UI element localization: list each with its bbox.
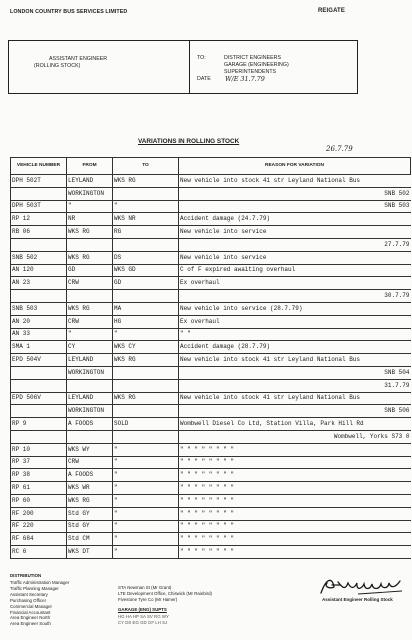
- reason-cell: Ex overhaul: [179, 277, 411, 290]
- table-row: [11, 392, 411, 405]
- memo-header-box: [8, 40, 358, 94]
- to-cell: ": [113, 533, 179, 546]
- from-cell: NR: [67, 213, 113, 226]
- to-cell: WKS RG: [113, 392, 179, 405]
- from-cell: LEYLAND: [67, 354, 113, 367]
- distribution-item: Assistant Secretary: [10, 591, 48, 597]
- vehicle-number-cell: [11, 405, 67, 418]
- from-cell: WKS RG: [67, 251, 113, 264]
- from-cell: CY: [67, 341, 113, 354]
- from-cell: WKS RG: [67, 226, 113, 239]
- table-row: [11, 315, 411, 328]
- table-row: [11, 494, 411, 507]
- distribution-item: Commercial Manager: [10, 603, 52, 609]
- to-cell: ": [113, 546, 179, 559]
- signature-image: [318, 573, 406, 599]
- from-cell: [67, 379, 113, 392]
- reason-cell: " " " " " " " ": [179, 533, 411, 546]
- from-cell: WKS WR: [67, 482, 113, 495]
- vehicle-number-cell: RC 6: [11, 546, 67, 559]
- distribution-heading: DISTRIBUTION: [10, 573, 42, 578]
- to-cell: ": [113, 469, 179, 482]
- memo-date-label: DATE: [197, 76, 211, 82]
- from-cell: WORKINGTON: [67, 405, 113, 418]
- table-row: [11, 251, 411, 264]
- column-header-from: FROM: [67, 158, 113, 175]
- from-cell: ": [67, 328, 113, 341]
- table-row: [11, 213, 411, 226]
- memo-from-subtitle: (ROLLING STOCK): [34, 63, 81, 69]
- to-cell: [113, 290, 179, 303]
- vehicle-number-cell: AN 33: [11, 328, 67, 341]
- table-row: [11, 379, 411, 392]
- from-cell: GD: [67, 264, 113, 277]
- to-cell: WKS RG: [113, 175, 179, 188]
- table-row: [11, 520, 411, 533]
- reason-cell: Accident damage (28.7.79): [179, 341, 411, 354]
- from-cell: CRW: [67, 315, 113, 328]
- reason-cell: New vehicle into stock 41 str Leyland National Bus: [179, 354, 411, 367]
- reason-cell: " " " " " " " ": [179, 507, 411, 520]
- vehicle-number-cell: [11, 187, 67, 200]
- from-cell: [67, 290, 113, 303]
- to-cell: [113, 187, 179, 200]
- variations-table: [10, 157, 411, 559]
- table-row: [11, 418, 411, 431]
- reason-cell: New vehicle into service: [179, 226, 411, 239]
- to-cell: [113, 366, 179, 379]
- garage-supts-heading: GARAGE (ENG) SUPTS: [118, 607, 167, 612]
- from-cell: Std GY: [67, 507, 113, 520]
- reason-cell: " " " " " " " ": [179, 456, 411, 469]
- vehicle-number-cell: DPH 502T: [11, 175, 67, 188]
- from-cell: [67, 430, 113, 443]
- vehicle-number-cell: SNB 503: [11, 302, 67, 315]
- from-cell: LEYLAND: [67, 392, 113, 405]
- to-cell: [113, 238, 179, 251]
- to-cell: DS: [113, 251, 179, 264]
- to-cell: GD: [113, 277, 179, 290]
- reason-continuation-cell: SNB 502: [179, 187, 411, 200]
- vehicle-number-cell: RF 200: [11, 507, 67, 520]
- to-cell: ": [113, 200, 179, 213]
- reason-cell: " " " " " " " ": [179, 482, 411, 495]
- column-header-to: TO: [113, 158, 179, 175]
- from-cell: WORKINGTON: [67, 366, 113, 379]
- vehicle-number-cell: [11, 379, 67, 392]
- reason-continuation-cell: 30.7.79: [179, 290, 411, 303]
- to-cell: ": [113, 482, 179, 495]
- table-row: [11, 507, 411, 520]
- from-cell: Std CM: [67, 533, 113, 546]
- table-row: [11, 354, 411, 367]
- from-cell: CRW: [67, 456, 113, 469]
- reason-continuation-cell: SNB 506: [179, 405, 411, 418]
- to-cell: RG: [113, 226, 179, 239]
- from-cell: WKS DT: [67, 546, 113, 559]
- table-row: [11, 546, 411, 559]
- reason-cell: New vehicle into stock 41 str Leyland National Bus: [179, 392, 411, 405]
- table-row: [11, 533, 411, 546]
- memo-date-value: W/E 31.7.79: [225, 75, 265, 83]
- to-cell: SOLD: [113, 418, 179, 431]
- vehicle-number-cell: [11, 290, 67, 303]
- to-cell: ": [113, 520, 179, 533]
- distribution-item: Traffic Administration Manager: [10, 580, 70, 585]
- from-cell: CRW: [67, 277, 113, 290]
- vehicle-number-cell: RF 220: [11, 520, 67, 533]
- reason-continuation-cell: Wombwell, Yorks S73 0: [179, 430, 411, 443]
- distribution-item: Purchasing Officer: [10, 597, 47, 603]
- reason-cell: New vehicle into stock 41 str Leyland National Bus: [179, 175, 411, 188]
- distribution-item: Financial Accountant: [10, 609, 51, 615]
- vehicle-number-cell: RF 684: [11, 533, 67, 546]
- table-row: [11, 277, 411, 290]
- table-row: [11, 430, 411, 443]
- date-heading: 26.7.79: [326, 145, 353, 153]
- to-cell: [113, 430, 179, 443]
- table-row: [11, 366, 411, 379]
- from-cell: WKS RG: [67, 302, 113, 315]
- table-row: [11, 482, 411, 495]
- to-cell: WKS NR: [113, 213, 179, 226]
- table-row: [11, 302, 411, 315]
- to-cell: ": [113, 443, 179, 456]
- table-row: [11, 238, 411, 251]
- distribution-item: Area Engineer North: [10, 615, 51, 621]
- table-row: [11, 187, 411, 200]
- from-cell: WKS WY: [67, 443, 113, 456]
- vehicle-number-cell: DPH 503T: [11, 200, 67, 213]
- reason-cell: New vehicle into service: [179, 251, 411, 264]
- from-cell: LEYLAND: [67, 175, 113, 188]
- reason-cell: " " " " " " " ": [179, 443, 411, 456]
- vehicle-number-cell: RB 06: [11, 226, 67, 239]
- vehicle-number-cell: RP 60: [11, 494, 67, 507]
- organisation-name: LONDON COUNTRY BUS SERVICES LIMITED: [10, 9, 128, 15]
- column-header-vehicle: VEHICLE NUMBER: [11, 158, 67, 175]
- table-row: [11, 226, 411, 239]
- memo-from-title: ASSISTANT ENGINEER: [49, 56, 108, 62]
- signatory-title: Assistant Engineer Rolling Stock: [322, 597, 393, 602]
- vehicle-number-cell: RP 9: [11, 418, 67, 431]
- reason-cell: Wombwell Diesel Co Ltd, Station Villa, Park Hill Rd: [179, 418, 411, 431]
- to-cell: [113, 405, 179, 418]
- table-row: [11, 200, 411, 213]
- vehicle-number-cell: EPD 506V: [11, 392, 67, 405]
- distribution-list-garages: [118, 614, 169, 626]
- distribution-item: Fivestone Tyre Co (Mr Hamer): [118, 596, 178, 602]
- table-row: [11, 264, 411, 277]
- reason-cell: Accident damage (24.7.79): [179, 213, 411, 226]
- table-row: [11, 405, 411, 418]
- distribution-item: HG HA HP SA SV RG WY: [118, 614, 169, 619]
- from-cell: ": [67, 200, 113, 213]
- memo-to-label: TO:: [197, 55, 206, 61]
- reason-cell: C of F expired awaiting overhaul: [179, 264, 411, 277]
- distribution-list-external: [118, 585, 212, 603]
- column-header-reason: REASON FOR VARIATION: [179, 158, 411, 175]
- to-cell: ": [113, 456, 179, 469]
- vehicle-number-cell: [11, 366, 67, 379]
- to-cell: WKS RG: [113, 354, 179, 367]
- memo-to-line: GARAGE (ENGINEERING): [224, 62, 289, 68]
- from-cell: A FOODS: [67, 469, 113, 482]
- distribution-item: Traffic Planning Manager: [10, 585, 59, 591]
- from-cell: [67, 238, 113, 251]
- memo-to-line: SUPERINTENDENTS: [224, 69, 277, 75]
- to-cell: ": [113, 328, 179, 341]
- vehicle-number-cell: RP 61: [11, 482, 67, 495]
- reason-continuation-cell: SNB 504: [179, 366, 411, 379]
- vehicle-number-cell: [11, 238, 67, 251]
- from-cell: Std GY: [67, 520, 113, 533]
- document-title: VARIATIONS IN ROLLING STOCK: [138, 138, 240, 145]
- from-cell: WKS RG: [67, 494, 113, 507]
- reason-cell: New vehicle into service (28.7.79): [179, 302, 411, 315]
- table-row: [11, 341, 411, 354]
- table-row: [11, 443, 411, 456]
- reason-continuation-cell: 27.7.79: [179, 238, 411, 251]
- to-cell: ": [113, 494, 179, 507]
- reason-continuation-cell: SNB 503: [179, 200, 411, 213]
- vehicle-number-cell: AN 120: [11, 264, 67, 277]
- location-label: REIGATE: [318, 8, 345, 14]
- vehicle-number-cell: AN 23: [11, 277, 67, 290]
- distribution-item: CY DS EG GD GF LH SJ: [118, 619, 168, 625]
- reason-cell: " " " " " " " ": [179, 494, 411, 507]
- vehicle-number-cell: EPD 504V: [11, 354, 67, 367]
- vehicle-number-cell: SMA 1: [11, 341, 67, 354]
- reason-cell: " " " " " " " ": [179, 520, 411, 533]
- distribution-item: Area Engineer South: [10, 621, 51, 627]
- to-cell: [113, 379, 179, 392]
- vehicle-number-cell: AN 20: [11, 315, 67, 328]
- table-row: [11, 328, 411, 341]
- table-row: [11, 175, 411, 188]
- to-cell: WKS GD: [113, 264, 179, 277]
- memo-to-line: DISTRICT ENGINEERS: [224, 55, 281, 61]
- vehicle-number-cell: RP 37: [11, 456, 67, 469]
- table-row: [11, 469, 411, 482]
- reason-cell: " ": [179, 328, 411, 341]
- from-cell: WORKINGTON: [67, 187, 113, 200]
- table-header-row: [11, 158, 411, 175]
- memo-divider: [189, 41, 190, 93]
- reason-cell: " " " " " " " ": [179, 546, 411, 559]
- table-row: [11, 456, 411, 469]
- reason-cell: Ex overhaul: [179, 315, 411, 328]
- from-cell: A FOODS: [67, 418, 113, 431]
- reason-cell: " " " " " " " ": [179, 469, 411, 482]
- to-cell: WKS CY: [113, 341, 179, 354]
- distribution-list-primary: [10, 580, 69, 627]
- to-cell: MA: [113, 302, 179, 315]
- vehicle-number-cell: RP 38: [11, 469, 67, 482]
- vehicle-number-cell: SNB 502: [11, 251, 67, 264]
- distribution-item: LTE Development Office, Chiswick (Mr Rainbird): [118, 590, 213, 596]
- table-row: [11, 290, 411, 303]
- vehicle-number-cell: RP 12: [11, 213, 67, 226]
- reason-continuation-cell: 31.7.79: [179, 379, 411, 392]
- vehicle-number-cell: [11, 430, 67, 443]
- to-cell: ": [113, 507, 179, 520]
- to-cell: HG: [113, 315, 179, 328]
- distribution-item: STA Newman St (Mr Grant): [118, 585, 172, 590]
- vehicle-number-cell: RP 10: [11, 443, 67, 456]
